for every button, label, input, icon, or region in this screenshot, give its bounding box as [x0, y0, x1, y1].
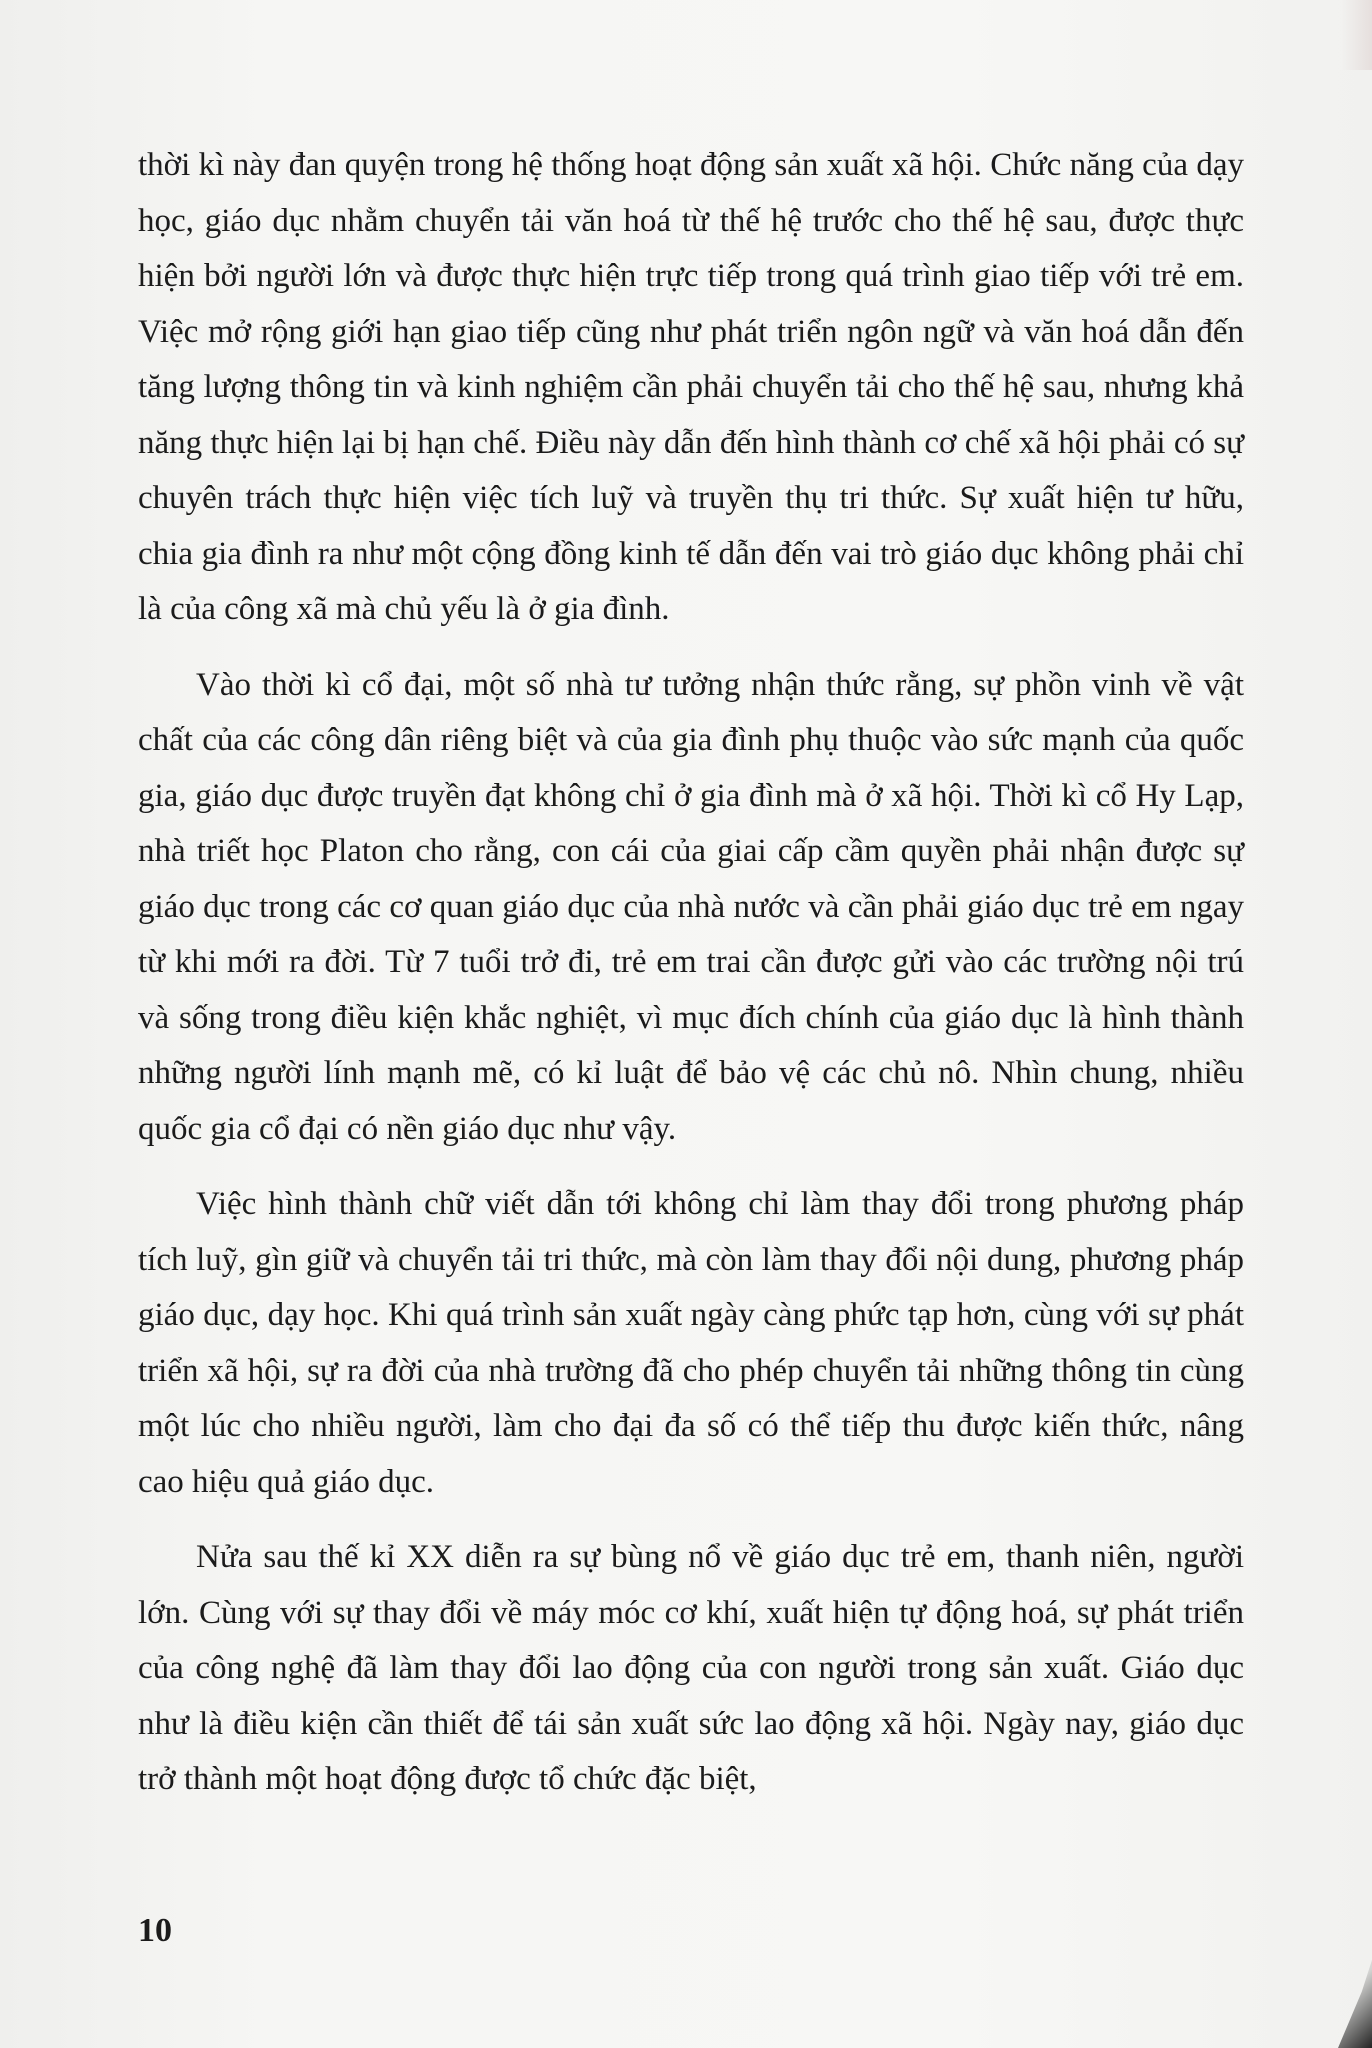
paragraph-3: Việc hình thành chữ viết dẫn tới không chỉ làm thay đổi trong phương pháp tích luỹ, gìn giữ và chuyển tải tri thức, mà còn làm thay đổi nội dung, phương pháp giáo dục, dạy học. Khi quá trình sản xuất ngày càng phức tạp hơn, cùng với sự phát triển xã hội, sự ra đời của nhà trường đã cho phép chuyển tải những thông tin cùng một lúc cho nhiều người, làm cho đại đa số có thể tiếp thu được kiến thức, nâng cao hiệu quả giáo dục. — [138, 1186, 1244, 1500]
page-corner-shadow — [1338, 1960, 1372, 2048]
page-edge-shadow — [1342, 0, 1372, 70]
paragraph-2: Vào thời kì cổ đại, một số nhà tư tưởng nhận thức rằng, sự phồn vinh về vật chất của các công dân riêng biệt và của gia đình phụ thuộc vào sức mạnh của quốc gia, giáo dục được truyền đạt không chỉ ở gia đình mà ở xã hội. Thời kì cổ Hy Lạp, nhà triết học Platon cho rằng, con cái của giai cấp cầm quyền phải nhận được sự giáo dục trong các cơ quan giáo dục của nhà nước và cần phải giáo dục trẻ em ngay từ khi mới ra đời. Từ 7 tuổi trở đi, trẻ em trai cần được gửi vào các trường nội trú và sống trong điều kiện khắc nghiệt, vì mục đích chính của giáo dục là hình thành những người lính mạnh mẽ, có kỉ luật để bảo vệ các chủ nô. Nhìn chung, nhiều quốc gia cổ đại có nền giáo dục như vậy. — [138, 666, 1244, 1147]
page-number: 10 — [138, 1912, 172, 1949]
body-text — [138, 138, 1244, 1828]
paragraph-4: Nửa sau thế kỉ XX diễn ra sự bùng nổ về giáo dục trẻ em, thanh niên, người lớn. Cùng với sự thay đổi về máy móc cơ khí, xuất hiện tự động hoá, sự phát triển của công nghệ đã làm thay đổi lao động của con người trong sản xuất. Giáo dục như là điều kiện cần thiết để tái sản xuất sức lao động xã hội. Ngày nay, giáo dục trở thành một hoạt động được tổ chức đặc biệt, — [138, 1539, 1244, 1797]
paragraph-1: thời kì này đan quyện trong hệ thống hoạt động sản xuất xã hội. Chức năng của dạy học, giáo dục nhằm chuyển tải văn hoá từ thế hệ trước cho thế hệ sau, được thực hiện bởi người lớn và được thực hiện trực tiếp trong quá trình giao tiếp với trẻ em. Việc mở rộng giới hạn giao tiếp cũng như phát triển ngôn ngữ và văn hoá dẫn đến tăng lượng thông tin và kinh nghiệm cần phải chuyển tải cho thế hệ sau, nhưng khả năng thực hiện lại bị hạn chế. Điều này dẫn đến hình thành cơ chế xã hội phải có sự chuyên trách thực hiện việc tích luỹ và truyền thụ tri thức. Sự xuất hiện tư hữu, chia gia đình ra như một cộng đồng kinh tế dẫn đến vai trò giáo dục không phải chỉ là của công xã mà chủ yếu là ở gia đình. — [138, 147, 1244, 627]
